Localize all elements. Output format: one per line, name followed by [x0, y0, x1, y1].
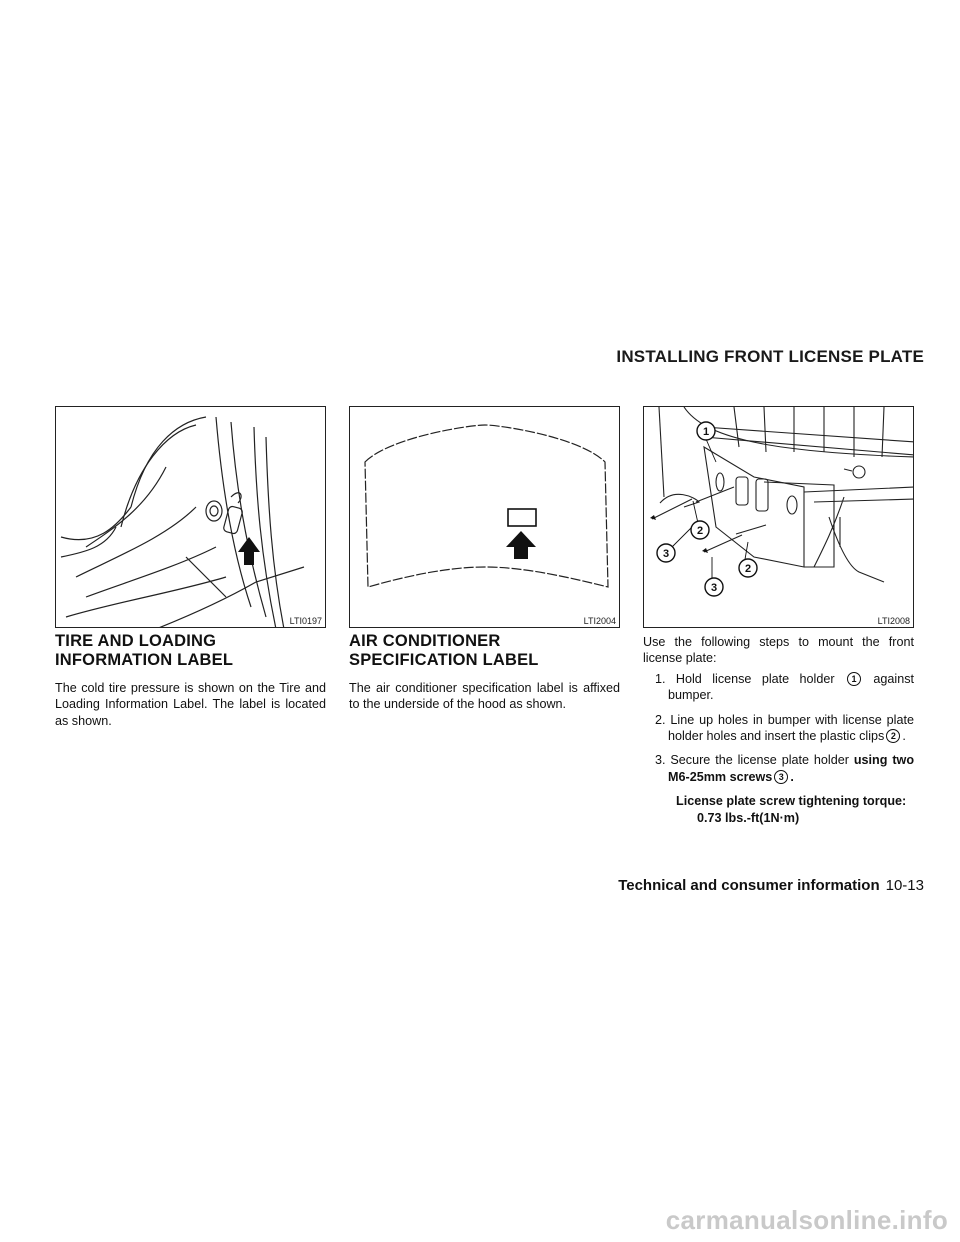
figure-tire-label — [55, 406, 326, 628]
heading-tire-label: TIRE AND LOADING INFORMATION LABEL — [55, 632, 234, 669]
step-2-text: 2. Line up holes in bumper with license plate holder holes and insert the plastic clips — [655, 712, 914, 744]
step-3 — [643, 752, 914, 785]
callout-3: 3 — [662, 548, 670, 560]
license-plate-holder-illustration — [644, 407, 914, 628]
step-2-text-end: . — [902, 729, 906, 744]
section-header: INSTALLING FRONT LICENSE PLATE — [616, 347, 924, 366]
step-1-text: 1. Hold license plate holder — [655, 671, 835, 686]
step-3-bold: using two M6-25mm screws — [668, 753, 915, 784]
figure-code: LTI2008 — [877, 616, 910, 626]
hood-illustration — [350, 407, 620, 628]
paragraph-ac-label: The air conditioner specification label is affixed to the underside of the hood as shown. — [349, 681, 620, 712]
paragraph-tire-label: The cold tire pressure is shown on the Tire and Loading Information Label. The label is located as shown. — [55, 681, 326, 728]
figure-hood-label — [349, 406, 620, 628]
torque-spec-label: License plate screw tightening torque: — [676, 794, 907, 809]
column-tire-label — [55, 632, 326, 729]
callout-2b: 2 — [744, 563, 752, 575]
callout-icon-3: 3 — [774, 770, 788, 784]
callout-icon-1: 1 — [847, 672, 861, 686]
figure-code: LTI0197 — [289, 616, 322, 626]
page-footer — [618, 877, 924, 894]
intro-text: Use the following steps to mount the front license plate: — [643, 635, 914, 666]
step-2 — [643, 712, 914, 745]
callout-2: 2 — [696, 525, 704, 537]
page-number: 10-13 — [885, 877, 924, 894]
callout-1: 1 — [702, 426, 710, 438]
step-1 — [643, 671, 914, 704]
callout-icon-2: 2 — [886, 729, 900, 743]
figure-code: LTI2004 — [583, 616, 616, 626]
step-1-text-end: against bumper. — [668, 671, 915, 703]
footer-title: Technical and consumer information — [618, 877, 880, 894]
watermark: carmanualsonline.info — [665, 1205, 948, 1235]
seat-pillar-illustration — [56, 407, 326, 628]
callout-3b: 3 — [710, 582, 718, 594]
step-3-text-end: . — [790, 769, 794, 784]
step-3-text: 3. Secure the license plate holder — [655, 753, 849, 768]
torque-spec-value: 0.73 lbs.-ft(1N·m) — [697, 810, 800, 825]
figure-license-plate — [643, 406, 914, 628]
column-license-plate — [643, 634, 914, 826]
heading-ac-label: AIR CONDITIONER SPECIFICATION LABEL — [349, 632, 539, 669]
column-ac-label — [349, 632, 620, 713]
